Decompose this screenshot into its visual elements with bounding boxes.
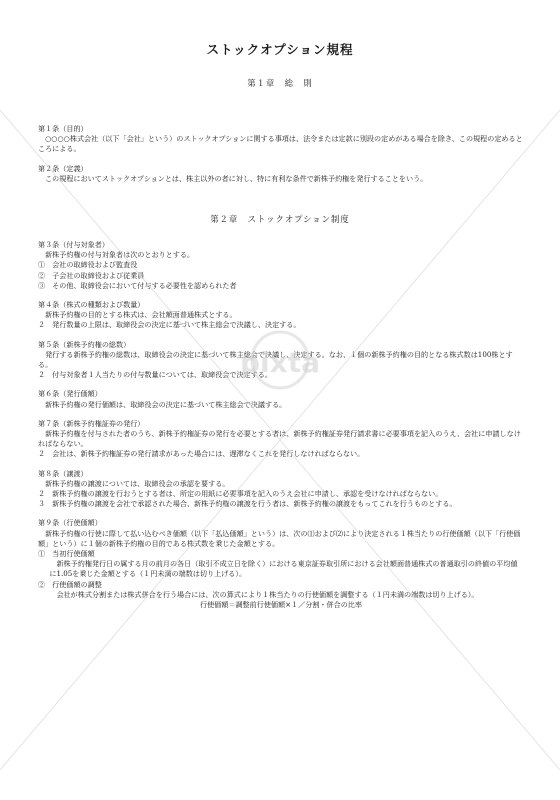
- article-heading: 第６条（発行価額）: [38, 389, 102, 399]
- article-heading: 第９条（行使価額）: [38, 518, 102, 528]
- sub-item-heading: ② 行使価額の調整: [38, 579, 102, 589]
- chapter-2-heading: 第２章 ストックオプション制度: [210, 214, 350, 224]
- article-paragraph: ２ 付与対象者１人当たりの付与数量については、取締役会で決定する。: [38, 370, 272, 380]
- article-3: [38, 240, 524, 291]
- watermark-text: pixta: [240, 346, 320, 379]
- article-heading: 第１条（目的）: [38, 124, 88, 133]
- list-item: ③ その他、取締役会において付与する必要性を認められた者: [38, 280, 237, 290]
- article-paragraph: ３ 新株予約権の譲渡を会社で承認された場合、新株予約権の譲渡を行う者は、新株予約権の譲渡をもってこれを行うものとする。: [38, 499, 457, 509]
- article-heading: 第８条（譲渡）: [38, 468, 88, 478]
- article-5: [38, 340, 524, 381]
- article-heading: 第５条（新株予約権の総数）: [38, 339, 131, 349]
- article-text: 新株予約権の付与対象者は次のとおりとする。: [45, 250, 195, 260]
- article-paragraph: ２ 発行数量の上限は、取締役会の決定に基づいて株主総会で決議し、決定する。: [38, 320, 301, 330]
- article-text: 新株予約権の譲渡については、取締役会の承認を要する。: [45, 478, 230, 488]
- article-text: 新株予約権の行使に際して払い込むべき価額（以下「払込価額」という）は、次の⑴および⑵により決定される１株当たりの行使価額（以下「行使価額」という）に１個の新株予約権の目的である株式数を乗じた金額とする。: [38, 528, 521, 548]
- article-8: [38, 469, 524, 510]
- chapter-1-heading: 第１章 総 則: [247, 78, 313, 88]
- article-6: [38, 389, 524, 409]
- article-text: 新株予約権の発行価額は、取締役会の決定に基づいて株主総会で決議する。: [45, 399, 287, 409]
- article-heading: 第３条（付与対象者）: [38, 240, 109, 249]
- article-text: 発行する新株予約権の総数は、取締役会の決定に基づいて株主総会で決議し、決定する。なお、１個の新株予約権の目的となる株式数は100株とする。: [38, 349, 513, 370]
- chapter-1-body: [38, 124, 524, 193]
- list-item: ① 会社の取締役および監査役: [38, 260, 138, 270]
- article-heading: 第４条（株式の種類および数量）: [38, 300, 145, 310]
- article-1: [38, 124, 524, 155]
- article-4: [38, 300, 524, 331]
- article-paragraph: ２ 会社は、新株予約権証券の発行請求があった場合には、遅滞なくこれを発行しなければならない。: [38, 449, 365, 459]
- article-2: [38, 164, 524, 184]
- article-text: 新株予約権を付与された者のうち、新株予約権証券の発行を必要とする者は、新株予約権証券発行請求書に必要事項を記入のうえ、会社に申請しなければならない。: [38, 429, 521, 449]
- article-7: [38, 419, 524, 460]
- sub-item-heading: ① 当初行使価額: [38, 549, 95, 559]
- article-paragraph: ２ 新株予約権の譲渡を行おうとする者は、所定の用紙に必要事項を記入のうえ会社に申請し、承認を受けなければならない。: [38, 489, 443, 499]
- sub-item-text: 会社が株式分割または株式併合を行う場合には、次の算式により１株当たりの行使価額を調整する（１円未満の端数は切り上げる）。: [56, 589, 479, 599]
- article-heading: 第２条（定義）: [38, 163, 88, 173]
- formula: 行使価額＝調整前行使価額×１／分割・併合の比率: [199, 600, 362, 610]
- article-text: この規程においてストックオプションとは、株主以外の者に対し、特に有利な条件で新株予約権を発行することをいう。: [45, 173, 428, 183]
- article-text: ○○○○株式会社（以下「会社」という）のストックオプションに関する事項は、法令または定款に別段の定めがある場合を除き、この規程の定めるところによる。: [38, 134, 523, 154]
- sub-item-text: 新株予約権発行日の属する月の前月の各日（取引不成立日を除く）における東京証券取引所における会社額面普通株式の普通取引の終値の平均値に1.05を乗じた金額とする（１円未満の端数は切り上げる）。: [49, 559, 518, 579]
- document-title: ストックオプション規程: [206, 42, 354, 57]
- chapter-2-body: [38, 240, 524, 619]
- article-heading: 第７条（新株予約権証券の発行）: [38, 418, 145, 428]
- list-item: ② 子会社の取締役および従業員: [38, 270, 145, 280]
- article-9: [38, 518, 524, 610]
- article-text: 新株予約権の目的とする株式は、会社額面普通株式とする。: [45, 310, 237, 320]
